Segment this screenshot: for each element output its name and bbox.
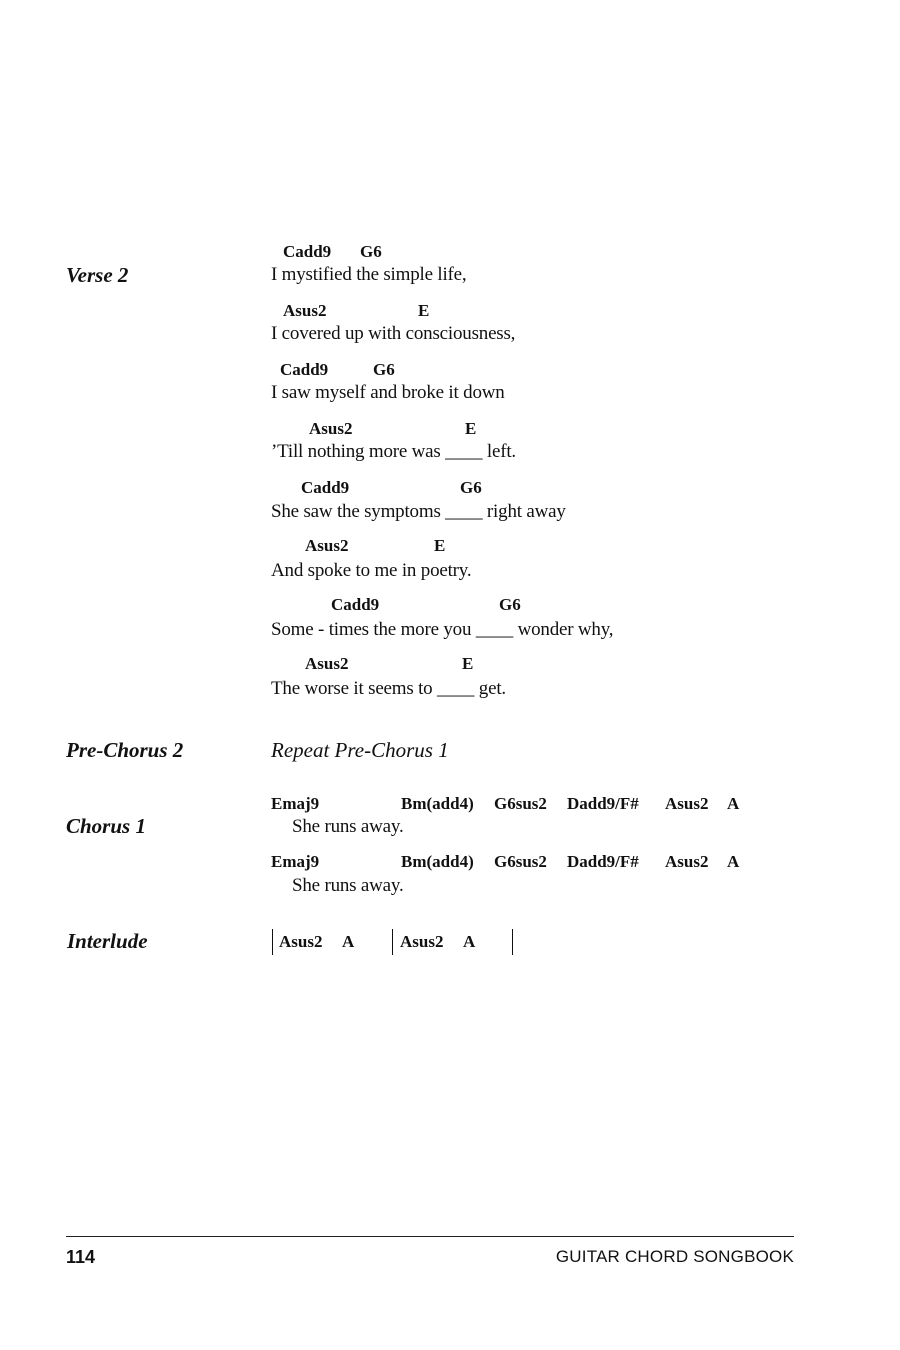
lyric-line: She runs away. bbox=[292, 875, 404, 896]
chord: E bbox=[434, 536, 446, 555]
chord: Emaj9 bbox=[271, 794, 320, 813]
chord: Cadd9 bbox=[283, 242, 332, 261]
chord: G6 bbox=[360, 242, 382, 261]
lyric-line: I saw myself and broke it down bbox=[271, 382, 505, 403]
chord: E bbox=[418, 301, 430, 320]
chord: G6 bbox=[460, 478, 482, 497]
chord: Cadd9 bbox=[301, 478, 350, 497]
chord: Asus2 bbox=[283, 301, 327, 320]
chord: Emaj9 bbox=[271, 852, 320, 871]
chord: Bm(add4) bbox=[401, 852, 474, 871]
chord: Dadd9/F# bbox=[567, 852, 639, 871]
lyric-line: The worse it seems to ____ get. bbox=[271, 678, 506, 699]
repeat-instruction: Repeat Pre-Chorus 1 bbox=[271, 738, 449, 762]
chord: Asus2 bbox=[305, 654, 349, 673]
chord: G6 bbox=[373, 360, 395, 379]
lyric-line: I mystified the simple life, bbox=[271, 264, 467, 285]
chord: G6 bbox=[499, 595, 521, 614]
lyric-line: And spoke to me in poetry. bbox=[271, 560, 472, 581]
chord: Asus2 bbox=[665, 794, 709, 813]
lyric-line: I covered up with consciousness, bbox=[271, 323, 516, 344]
footer-rule bbox=[66, 1236, 794, 1237]
page-number: 114 bbox=[66, 1247, 96, 1267]
barline bbox=[512, 929, 513, 955]
chord: Asus2 bbox=[400, 932, 444, 951]
chord: E bbox=[465, 419, 477, 438]
barline bbox=[392, 929, 393, 955]
chord: A bbox=[727, 852, 740, 871]
chord: A bbox=[727, 794, 740, 813]
chord: G6sus2 bbox=[494, 794, 547, 813]
section-label-interlude: Interlude bbox=[67, 929, 148, 953]
chord: A bbox=[463, 932, 476, 951]
section-label-verse-2: Verse 2 bbox=[66, 263, 129, 287]
chord: Cadd9 bbox=[331, 595, 380, 614]
section-label-pre-chorus-2: Pre-Chorus 2 bbox=[66, 738, 184, 762]
chord: Asus2 bbox=[279, 932, 323, 951]
chord: Asus2 bbox=[665, 852, 709, 871]
barline bbox=[272, 929, 273, 955]
chord: Dadd9/F# bbox=[567, 794, 639, 813]
chord: G6sus2 bbox=[494, 852, 547, 871]
chord: E bbox=[462, 654, 474, 673]
book-title: GUITAR CHORD SONGBOOK bbox=[555, 1247, 794, 1266]
lyric-line: ’Till nothing more was ____ left. bbox=[271, 441, 516, 462]
section-label-chorus-1: Chorus 1 bbox=[66, 814, 146, 838]
lyric-line: She runs away. bbox=[292, 816, 404, 837]
chord: Bm(add4) bbox=[401, 794, 474, 813]
lyric-line: She saw the symptoms ____ right away bbox=[271, 501, 566, 522]
chord: A bbox=[342, 932, 355, 951]
chord: Asus2 bbox=[309, 419, 353, 438]
lyric-line: Some - times the more you ____ wonder why, bbox=[271, 619, 614, 640]
chord: Asus2 bbox=[305, 536, 349, 555]
chord: Cadd9 bbox=[280, 360, 329, 379]
